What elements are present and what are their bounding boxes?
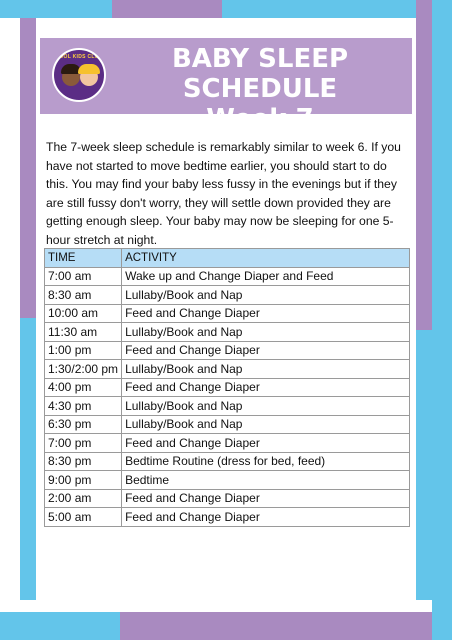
table-row xyxy=(45,415,410,434)
logo-text: COOL KIDS CLUB xyxy=(55,54,103,60)
activity-cell: Bedtime Routine (dress for bed, feed) xyxy=(122,452,410,471)
activity-cell: Feed and Change Diaper xyxy=(122,378,410,397)
table-row xyxy=(45,304,410,323)
table-row xyxy=(45,378,410,397)
time-cell: 7:00 am xyxy=(45,267,122,286)
time-cell: 8:30 pm xyxy=(45,452,122,471)
kid-hair-icon xyxy=(78,64,100,74)
frame-strip xyxy=(20,18,36,318)
time-cell: 1:30/2:00 pm xyxy=(45,360,122,379)
frame-strip xyxy=(416,0,432,330)
table-row xyxy=(45,489,410,508)
schedule-table xyxy=(44,248,410,527)
table-row xyxy=(45,341,410,360)
table-row xyxy=(45,434,410,453)
frame-strip xyxy=(432,18,452,598)
activity-cell: Feed and Change Diaper xyxy=(122,489,410,508)
table-row xyxy=(45,397,410,416)
time-cell: 4:00 pm xyxy=(45,378,122,397)
page-title xyxy=(110,44,410,134)
table-row xyxy=(45,471,410,490)
activity-cell: Lullaby/Book and Nap xyxy=(122,415,410,434)
time-cell: 5:00 am xyxy=(45,508,122,527)
column-header-time: TIME xyxy=(45,249,122,268)
table-row xyxy=(45,508,410,527)
time-cell: 11:30 am xyxy=(45,323,122,342)
title-banner xyxy=(40,38,412,134)
activity-cell: Lullaby/Book and Nap xyxy=(122,397,410,416)
activity-cell: Wake up and Change Diaper and Feed xyxy=(122,267,410,286)
frame-strip xyxy=(432,598,452,640)
activity-cell: Lullaby/Book and Nap xyxy=(122,323,410,342)
title-line-2: Week 7 xyxy=(206,104,314,134)
time-cell: 1:00 pm xyxy=(45,341,122,360)
time-cell: 2:00 am xyxy=(45,489,122,508)
time-cell: 9:00 pm xyxy=(45,471,122,490)
time-cell: 7:00 pm xyxy=(45,434,122,453)
time-cell: 10:00 am xyxy=(45,304,122,323)
brand-logo xyxy=(52,48,106,102)
time-cell: 6:30 pm xyxy=(45,415,122,434)
table-row xyxy=(45,267,410,286)
table-row xyxy=(45,286,410,305)
activity-cell: Lullaby/Book and Nap xyxy=(122,286,410,305)
column-header-activity: ACTIVITY xyxy=(122,249,410,268)
activity-cell: Feed and Change Diaper xyxy=(122,508,410,527)
frame-strip xyxy=(112,0,222,18)
time-cell: 4:30 pm xyxy=(45,397,122,416)
time-cell: 8:30 am xyxy=(45,286,122,305)
page-content xyxy=(36,18,416,612)
title-line-1: BABY SLEEP SCHEDULE xyxy=(171,44,349,104)
frame-strip xyxy=(20,318,36,600)
activity-cell: Feed and Change Diaper xyxy=(122,434,410,453)
intro-paragraph: The 7-week sleep schedule is remarkably similar to week 6. If you have not started to move bedtime earlier, you should start to do this. You may find your baby less fussy in the evenings but if they are still fussy don't worry, they will settle down provided they are getting enough sleep. Your baby may now be sleeping for one 5-hour stretch at night. xyxy=(46,140,401,247)
activity-cell: Feed and Change Diaper xyxy=(122,304,410,323)
table-header-row xyxy=(45,249,410,268)
activity-cell: Feed and Change Diaper xyxy=(122,341,410,360)
activity-cell: Bedtime xyxy=(122,471,410,490)
activity-cell: Lullaby/Book and Nap xyxy=(122,360,410,379)
frame-strip xyxy=(416,330,432,600)
frame-strip xyxy=(120,612,432,640)
frame-strip xyxy=(0,612,120,640)
table-row xyxy=(45,452,410,471)
frame-strip xyxy=(0,0,112,18)
table-row xyxy=(45,323,410,342)
table-row xyxy=(45,360,410,379)
